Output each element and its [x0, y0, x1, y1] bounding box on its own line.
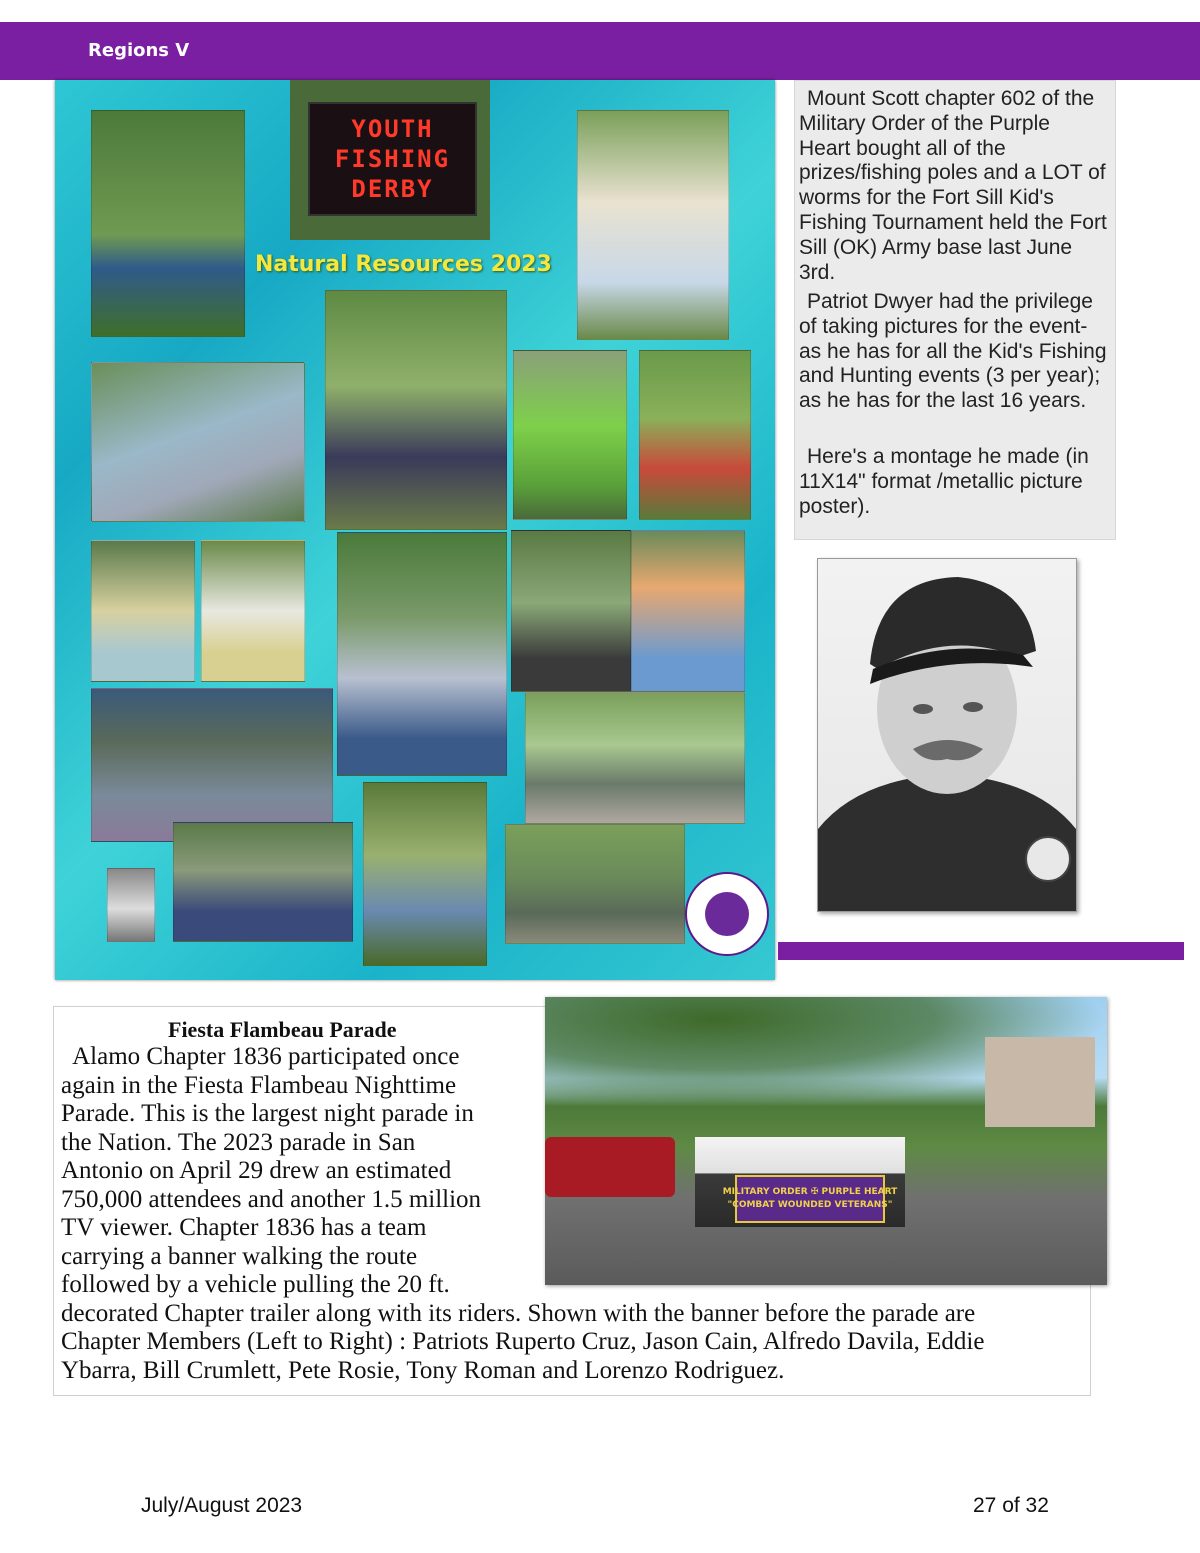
parade-line: 750,000 attendees and another 1.5 million: [61, 1185, 482, 1213]
portrait-illustration: [818, 559, 1076, 911]
purple-heart-badge: [685, 872, 769, 956]
parade-line: Parade. This is the largest night parade in: [61, 1100, 474, 1127]
issue-date: July/August 2023: [141, 1494, 303, 1517]
sign-board: [308, 102, 477, 216]
parade-line: Ybarra, Bill Crumlett, Pete Rosie, Tony Roman and Lorenzo Rodriguez.: [61, 1356, 785, 1384]
parade-banner: [722, 1175, 898, 1223]
montage-photo: [173, 822, 353, 942]
purple-divider: [778, 942, 1184, 960]
montage-photo: [91, 110, 245, 337]
montage-photo: [337, 532, 507, 776]
parade-line: carrying a banner walking the route: [61, 1242, 418, 1270]
story-paragraph: Here's a montage he made (in 11X14" format /metallic picture poster).: [799, 445, 1089, 518]
parade-line: Antonio on April 29 drew an estimated: [61, 1157, 452, 1184]
sign-line: YOUTH: [351, 115, 434, 143]
parade-line: followed by a vehicle pulling the 20 ft.: [61, 1271, 450, 1298]
parade-line: TV viewer. Chapter 1836 has a team: [61, 1214, 427, 1241]
sign-line: DERBY: [351, 175, 434, 203]
montage-photo: [325, 290, 507, 530]
page-number: 27 of 32: [973, 1494, 1049, 1517]
sign-line: FISHING: [334, 145, 451, 173]
parade-group-photo: [545, 997, 1107, 1285]
section-title: Regions V: [88, 40, 190, 61]
montage-photo: [505, 824, 685, 944]
montage-photo: [513, 350, 627, 520]
story-paragraph: Patriot Dwyer had the privilege of taking pictures for the event- as he has for all the Kid's Fishing and Hunting events (3 per year); as he has for the last 16 years.: [799, 290, 1107, 413]
parade-line: Chapter Members (Left to Right) : Patriots Ruperto Cruz, Jason Cain, Alfredo Davila, Eddie: [61, 1328, 985, 1355]
montage-photo: [525, 692, 745, 824]
parade-line: the Nation. The 2023 parade in San: [61, 1128, 416, 1156]
montage-photo: [107, 868, 155, 942]
story-paragraph: Mount Scott chapter 602 of the Military Order of the Purple Heart bought all of the prizes/fishing poles and a LOT of worms for the Fort Sill Kid's Fishing Tournament held the Fort Sill (OK) Army base last June 3rd.: [799, 87, 1107, 284]
montage-photo: [201, 540, 305, 682]
montage-photo: [91, 540, 195, 682]
parade-line: again in the Fiesta Flambeau Nighttime: [61, 1071, 457, 1099]
patriot-dwyer-portrait: [817, 558, 1077, 912]
banner-line: MILITARY ORDER ✠ PURPLE HEART: [722, 1187, 898, 1197]
parade-line: decorated Chapter trailer along with its riders. Shown with the banner before the parade are: [61, 1299, 976, 1327]
montage-photo: [91, 362, 305, 522]
purple-heart-icon: [705, 892, 749, 936]
red-truck: [545, 1137, 675, 1197]
montage-photo: [639, 350, 751, 520]
montage-photo: [577, 110, 729, 340]
building: [985, 1037, 1095, 1127]
fishing-story-box: [794, 80, 1116, 540]
parade-line: Alamo Chapter 1836 participated once: [61, 1043, 460, 1070]
fishing-montage-poster: [55, 80, 775, 980]
banner-line: "COMBAT WOUNDED VETERANS": [727, 1200, 893, 1210]
montage-photo: [511, 530, 631, 692]
youth-fishing-derby-sign: [290, 80, 490, 240]
montage-photo: [91, 688, 333, 842]
montage-caption: Natural Resources 2023: [255, 252, 552, 277]
montage-photo: [631, 530, 745, 692]
parade-title: Fiesta Flambeau Parade: [168, 1017, 397, 1042]
montage-photo: [363, 782, 487, 966]
